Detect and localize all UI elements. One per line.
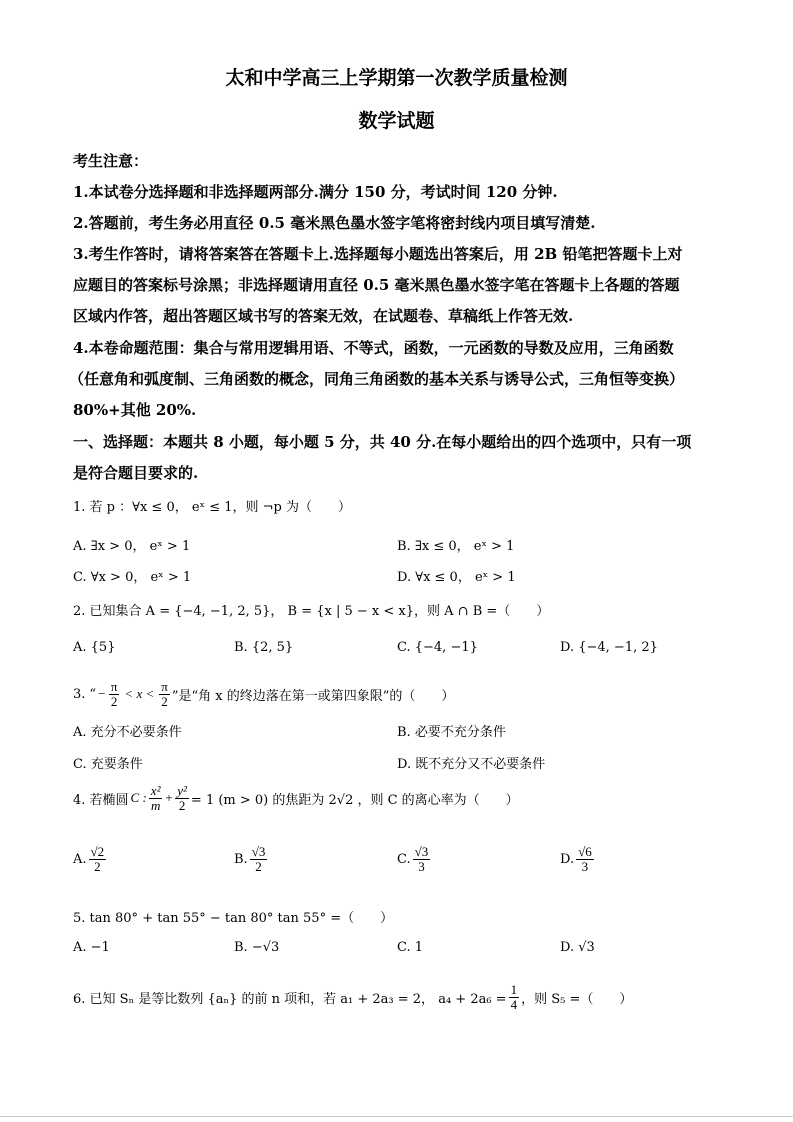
question-stem: 2. 已知集合 A = {−4, −1, 2, 5}， B = {x | 5 − x < x}，则 A ∩ B =（ ） (73, 604, 550, 619)
option-a: A. ∃x > 0， eˣ > 1 (73, 539, 191, 554)
exam-subtitle: 数学试题 (358, 110, 435, 132)
section-heading-line: 是符合题目要求的. (73, 464, 199, 482)
option-b: B. −√3 (234, 940, 280, 955)
stem-text: ，则 S₅ =（ ） (521, 991, 633, 1007)
notice-heading: 考生注意： (73, 152, 149, 170)
notice-line: 区域内作答，超出答题区域书写的答案无效，在试题卷、草稿纸上作答无效. (73, 307, 574, 325)
fraction: $\frac{\pi}{2}$ (110, 679, 118, 709)
option-b: B. {2, 5} (234, 640, 294, 655)
option-c: C. 充要条件 (73, 757, 143, 772)
question-number: 3. (73, 686, 86, 702)
stem-text: 4. 若椭圆 (73, 792, 129, 808)
question-stem: 5. tan 80° + tan 55° − tan 80° tan 55° =（ ） (73, 911, 394, 926)
option-c: C. ∀x > 0， eˣ > 1 (73, 570, 192, 585)
notice-line: 80%+其他 20%. (73, 401, 197, 419)
exam-title: 太和中学高三上学期第一次教学质量检测 (225, 67, 568, 89)
notice-line: 4.本卷命题范围：集合与常用逻辑用语、不等式，函数，一元函数的导数及应用，三角函数 (73, 339, 674, 357)
question-stem: 4. 若椭圆 C : $\frac{\text{x²}}{m}$ + $\frac{\text{y²}}{2}$ = 1 (m > 0) 的焦距为 2√2 ，则 C 的离心率为（ ） (73, 783, 519, 813)
notice-line: 2.答题前，考生务必用直径 0.5 毫米黑色墨水签字笔将密封线内项目填写清楚. (73, 214, 596, 232)
section-heading-line: 一、选择题：本题共 8 小题，每小题 5 分，共 40 分.在每小题给出的四个选项中，只有一项 (73, 433, 692, 451)
option-d: D. $\frac{√6}{3}$ (560, 844, 592, 874)
option-c: C. 1 (397, 940, 424, 955)
option-b: B. $\frac{√3}{2}$ (234, 844, 266, 874)
open-quote: “ (89, 686, 97, 702)
notice-line: 1.本试卷分选择题和非选择题两部分.满分 150 分，考试时间 120 分钟. (73, 183, 558, 201)
option-c: C. $\frac{√3}{3}$ (397, 844, 429, 874)
option-a: A. {5} (73, 640, 116, 655)
option-c: C. {−4, −1} (397, 640, 478, 655)
option-d: D. {−4, −1, 2} (560, 640, 658, 655)
option-b: B. ∃x ≤ 0， eˣ > 1 (397, 539, 515, 554)
option-d: D. √3 (560, 940, 595, 955)
option-a: A. −1 (73, 940, 110, 955)
option-d: D. ∀x ≤ 0， eˣ > 1 (397, 570, 516, 585)
question-stem: 1. 若 p ：∀x ≤ 0， eˣ ≤ 1，则 ¬p 为（ ） (73, 500, 351, 515)
stem-text: ”是“角 x 的终边落在第一或第四象限”的（ ） (171, 688, 455, 704)
question-stem (73, 983, 632, 1011)
page-bottom-divider (0, 1116, 793, 1117)
fraction: $\frac{1}{4}$ (510, 982, 518, 1012)
notice-line: 应题目的答案标号涂黑；非选择题请用直径 0.5 毫米黑色墨水签字笔在答题卡上各题的答题 (73, 276, 680, 294)
option-a: A. 充分不必要条件 (73, 725, 182, 740)
stem-text: = 1 (m > 0) 的焦距为 2√2 ，则 C 的离心率为（ ） (190, 792, 519, 808)
stem-text: 6. 已知 Sₙ 是等比数列 {aₙ} 的前 n 项和，若 a₁ + 2a₃ = 2， a₄ + 2a₆ = (73, 991, 507, 1007)
question-stem: 3. “ − $\frac{\pi}{2}$ < x < $\frac{\pi}{2}$ ”是“角 x 的终边落在第一或第四象限”的（ ） (73, 679, 455, 709)
option-d: D. 既不充分又不必要条件 (397, 757, 546, 772)
option-b: B. 必要不充分条件 (397, 725, 506, 740)
fraction: $\frac{\text{x²}}{m}$ (150, 783, 161, 813)
notice-line: （任意角和弧度制、三角函数的概念，同角三角函数的基本关系与诱导公式，三角恒等变换） (69, 370, 685, 388)
notice-line: 3.考生作答时，请将答案答在答题卡上.选择题每小题选出答案后，用 2B 铅笔把答题卡上对 (73, 245, 683, 263)
option-a: A. $\frac{√2}{2}$ (73, 844, 105, 874)
fraction: $\frac{\text{y²}}{2}$ (177, 783, 187, 813)
fraction: $\frac{\pi}{2}$ (161, 679, 168, 709)
